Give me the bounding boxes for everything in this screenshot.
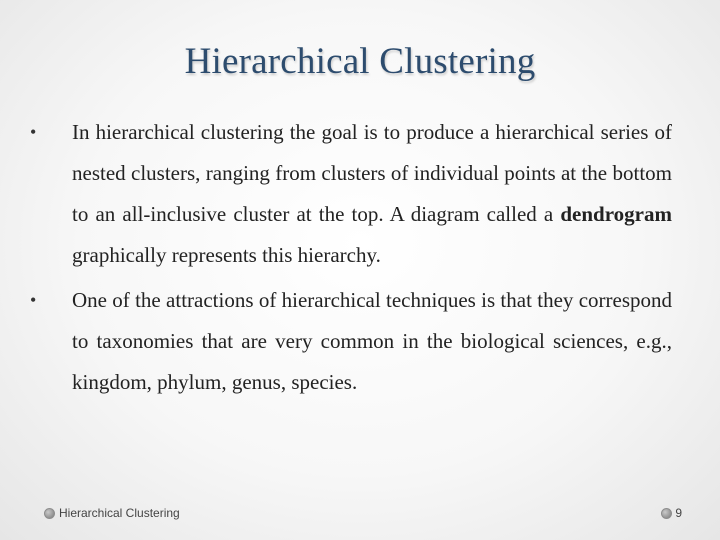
bullet-icon: • <box>30 122 37 142</box>
bullet-text-1b: graphically represents this hierarchy. <box>72 243 381 267</box>
bullet-list <box>30 112 672 403</box>
page-number: 9 <box>675 506 682 520</box>
footer-title: Hierarchical Clustering <box>59 506 180 520</box>
footer-left <box>44 506 180 520</box>
bullet-icon: • <box>30 290 37 310</box>
bullet-item-2 <box>30 280 672 403</box>
slide-title: Hierarchical Clustering <box>184 41 536 82</box>
bullet-text-1-bold-term: dendrogram <box>560 202 672 226</box>
bullet-text-1a: In hierarchical clustering the goal is to produce a hierarchical series of nested clusters, ranging from clusters of individual points at the bottom to an all-inclusive cluster at the top. A diagram called a <box>72 120 672 226</box>
bullet-text-2: One of the attractions of hierarchical techniques is that they correspond to taxonomies that are very common in the biological sciences, e.g., kingdom, phylum, genus, species. <box>72 288 672 394</box>
page-dot-icon <box>661 508 672 519</box>
bullet-item-1 <box>30 112 672 276</box>
footer-right <box>661 506 682 520</box>
footer-dot-icon <box>44 508 55 519</box>
